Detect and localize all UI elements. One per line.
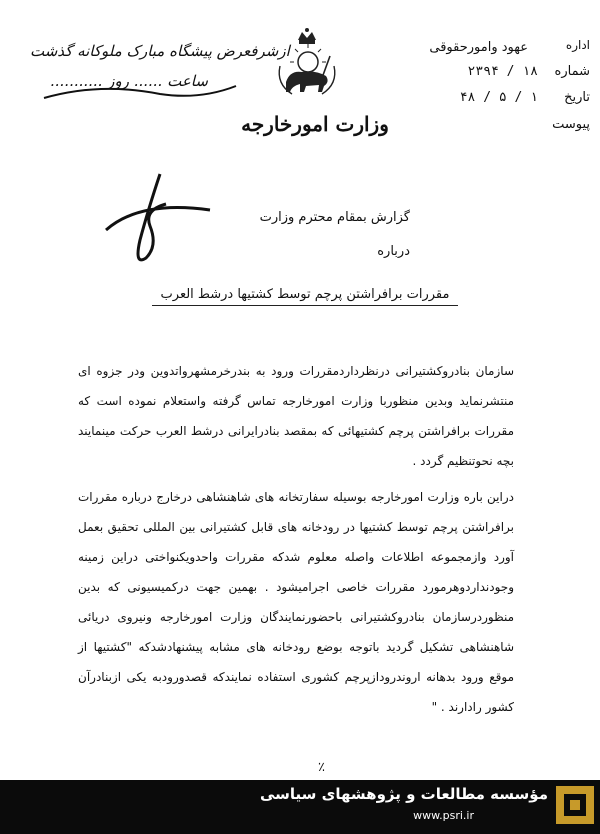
number-value: ۱۸ / ۲۳۹۴ [467,64,538,79]
page-mark: ٪ [318,760,325,775]
date-label: تاریخ [564,90,590,105]
addressee-line: گزارش بمقام محترم وزارت [259,210,410,225]
department-label: اداره [565,38,590,52]
handwritten-strike-icon [40,76,240,106]
handwritten-time-day-line: ساعت ...... روز ........... [50,72,208,90]
handwritten-approval-line: ازشرفعرض پیشگاه مبارک ملوکانه گذشت [30,42,290,60]
subject-line: مقررات برافراشتن پرچم توسط کشتیها درشط العرب [160,287,450,302]
number-label: شماره [554,64,590,79]
footer-institute-name: مؤسسه مطالعات و پژوهشهای سیاسی [259,785,548,803]
ministry-title: وزارت امورخارجه [241,112,389,136]
department-row [566,38,590,53]
date-value: ۱ / ۵ / ۴۸ [459,90,538,105]
subject-underline [152,305,458,306]
signature-scribble-icon [100,170,220,270]
department-value: عهود وامورحقوقی [429,40,528,55]
lion-and-sun-emblem-icon [272,26,342,98]
regarding-label: درباره [377,244,410,259]
footer-url: www.psri.ir [413,809,474,822]
institute-logo-icon [556,786,594,824]
attachment-label: پیوست [552,117,590,132]
body-paragraph-2: دراین باره وزارت امورخارجه بوسیله سفارتخانه های شاهنشاهی درخارج درباره مقررات برافراشتن پرچم توسط کشتیها در رودخانه های قابل کشتیرانی بین المللی تحقیق بعمل آورد وازمجموعه اطلاعات واصله معلوم شدکه مقررات واحدویکنواختی دراین زمینه وجودنداردوهرمورد مقررات خاصی اجرامیشود . بهمین جهت درکمیسیونی که بدین منظوردرسازمان بنادروکشتیرانی باحضورنمایندگان وزارت امورخارجه ونیروی دریائی شاهنشاهی تشکیل گردید باتوجه بوضع رودخانه های مشابه پیشنهادشدکه "کشتیها از موقع ورود بدهانه اروندرودازپرچم کشوری استفاده نمایندکه قصدورودبه یکی ازبنادرآن کشور رادارند . " [78,490,514,714]
body-paragraph-1: سازمان بنادروکشتیرانی درنظرداردمقررات ورود به بندرخرمشهرواتدوین ودر جزوه ای منتشرنماید وبدین منظوربا وزارت امورخارجه تماس گرفته واستعلام نموده است که مقررات برافراشتن پرچم کشتیهائی که بمقصد بنادرایرانی درشط العرب حرکت مینمایند بچه نحوتنظیم گردد . [78,364,514,468]
